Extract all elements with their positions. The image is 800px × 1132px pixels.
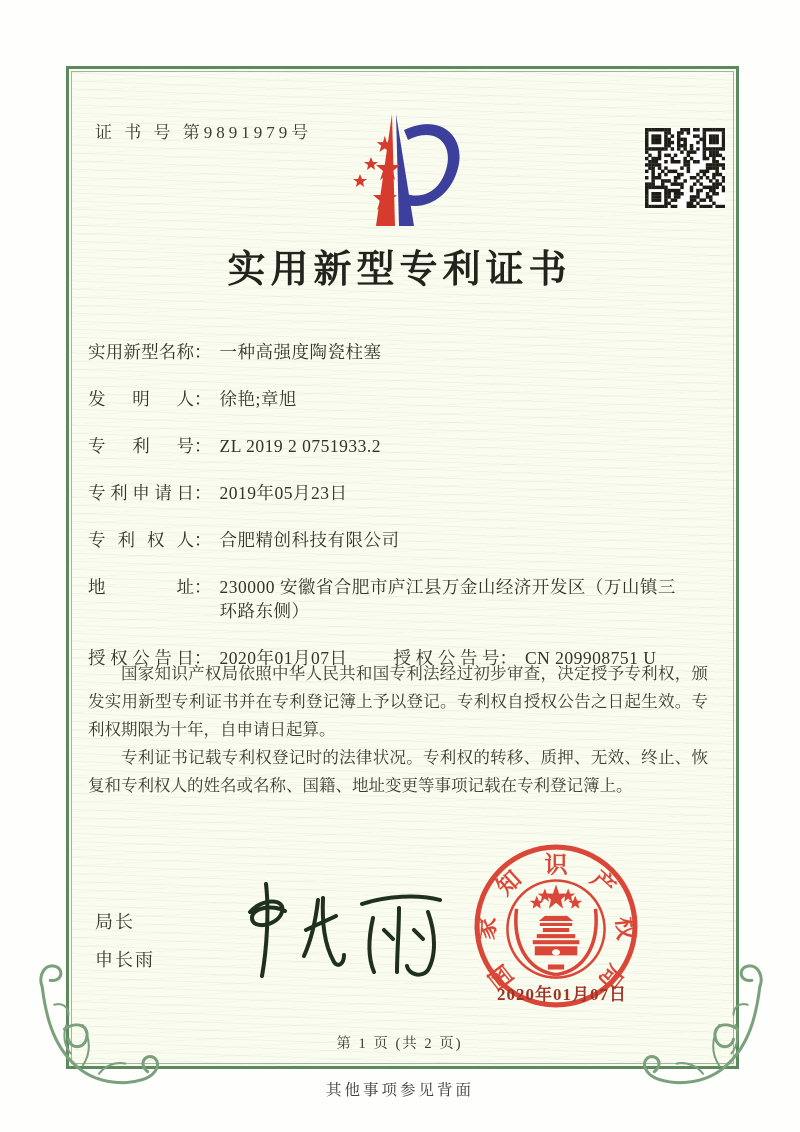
field-colon: ： (194, 648, 212, 668)
corner-flourish-icon (34, 958, 166, 1090)
field-label: 地址 (88, 577, 194, 597)
field-value: 2020年01月07日 (219, 648, 348, 668)
signer-name: 申长雨 (95, 950, 155, 970)
field-label: 授权公告号 (393, 648, 500, 668)
field-label: 专利号 (88, 436, 194, 456)
field-value: 一种高强度陶瓷柱塞 (219, 342, 382, 362)
corner-flourish-icon (636, 958, 768, 1090)
field-row-filing-date (88, 481, 710, 505)
field-row-inventor (88, 387, 710, 411)
field-value: 徐艳;章旭 (219, 389, 297, 409)
handwritten-signature-icon (222, 878, 452, 978)
field-colon: ： (194, 530, 212, 550)
field-row-patent-no (88, 434, 710, 458)
field-row-address (88, 575, 710, 623)
seal-char: 产 (585, 866, 620, 901)
field-label: 授权公告日 (88, 648, 194, 668)
field-colon: ： (499, 648, 517, 668)
seal-char: 识 (544, 852, 568, 879)
seal-char: 局 (592, 959, 628, 994)
cnipa-logo-icon (338, 108, 468, 228)
field-value: CN 209908751 U (525, 648, 657, 668)
field-colon: ： (194, 483, 212, 503)
field-row-name (88, 340, 710, 364)
seal-char: 知 (492, 866, 527, 901)
seal-char: 国 (484, 959, 520, 994)
field-colon: ： (194, 389, 212, 409)
seal-char: 家 (473, 915, 502, 942)
legal-text (88, 660, 708, 800)
certificate-number: 证 书 号 第9891979号 (95, 123, 313, 142)
field-colon: ： (194, 436, 212, 456)
national-emblem (530, 885, 583, 970)
field-value: 2019年05月23日 (219, 483, 348, 503)
field-label: 专利权人 (88, 530, 194, 550)
field-value: ZL 2019 2 0751933.2 (219, 436, 381, 456)
field-value: 合肥精创科技有限公司 (219, 530, 400, 550)
field-label: 专利申请日 (88, 483, 194, 503)
field-label: 发明人 (88, 389, 194, 409)
fields-section (88, 340, 710, 693)
page-indicator: 第 1 页 (共 2 页) (336, 1036, 463, 1052)
seal-date: 2020年01月07日 (497, 985, 627, 1004)
field-value: 230000 安徽省合肥市庐江县万金山经济开发区（万山镇三环路东侧） (219, 577, 676, 621)
qr-code-icon (645, 128, 725, 208)
legal-paragraph: 国家知识产权局依照中华人民共和国专利法经过初步审查，决定授予专利权，颁发实用新型专利证书并在专利登记簿上予以登记。专利权自授权公告之日起生效。专利权期限为十年，自申请日起算。 (88, 664, 708, 739)
field-colon: ： (194, 577, 212, 597)
seal-char: 权 (610, 915, 639, 942)
legal-paragraph: 专利证书记载专利权登记时的法律状况。专利权的转移、质押、无效、终止、恢复和专利权人的姓名或名称、国籍、地址变更等事项记载在专利登记簿上。 (88, 748, 708, 795)
field-colon: ： (194, 342, 212, 362)
field-label: 实用新型名称 (88, 342, 194, 362)
field-row-patentee (88, 528, 710, 552)
certificate-title: 实用新型专利证书 (227, 249, 572, 291)
signer-title: 局长 (95, 912, 135, 932)
back-side-note: 其他事项参见背面 (325, 1082, 474, 1099)
